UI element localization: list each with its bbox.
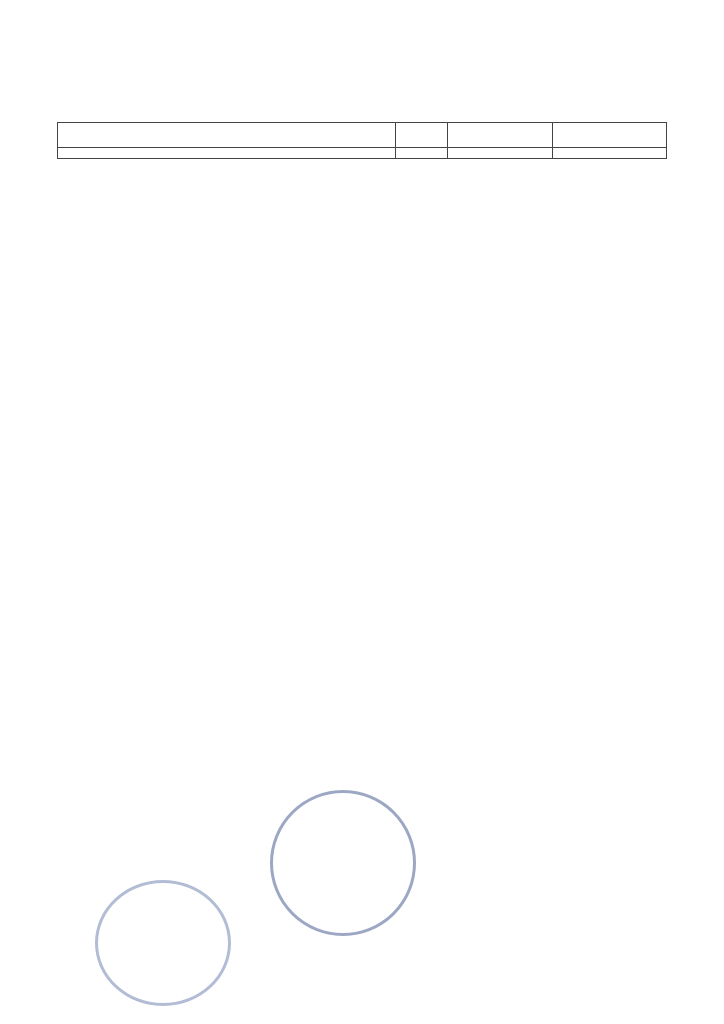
col-header-code [396,123,448,148]
company-seal [270,790,416,936]
col-header-liabilities [58,123,396,148]
liabilities-table [57,122,667,159]
header-row [58,123,667,148]
col-header-begin [448,123,553,148]
col-num-3 [448,148,553,159]
col-num-2 [396,148,448,159]
col-num-4 [553,148,667,159]
col-num-1 [58,148,396,159]
col-header-end [553,123,667,148]
col-number-row [58,148,667,159]
auditor-seal [95,880,231,1006]
